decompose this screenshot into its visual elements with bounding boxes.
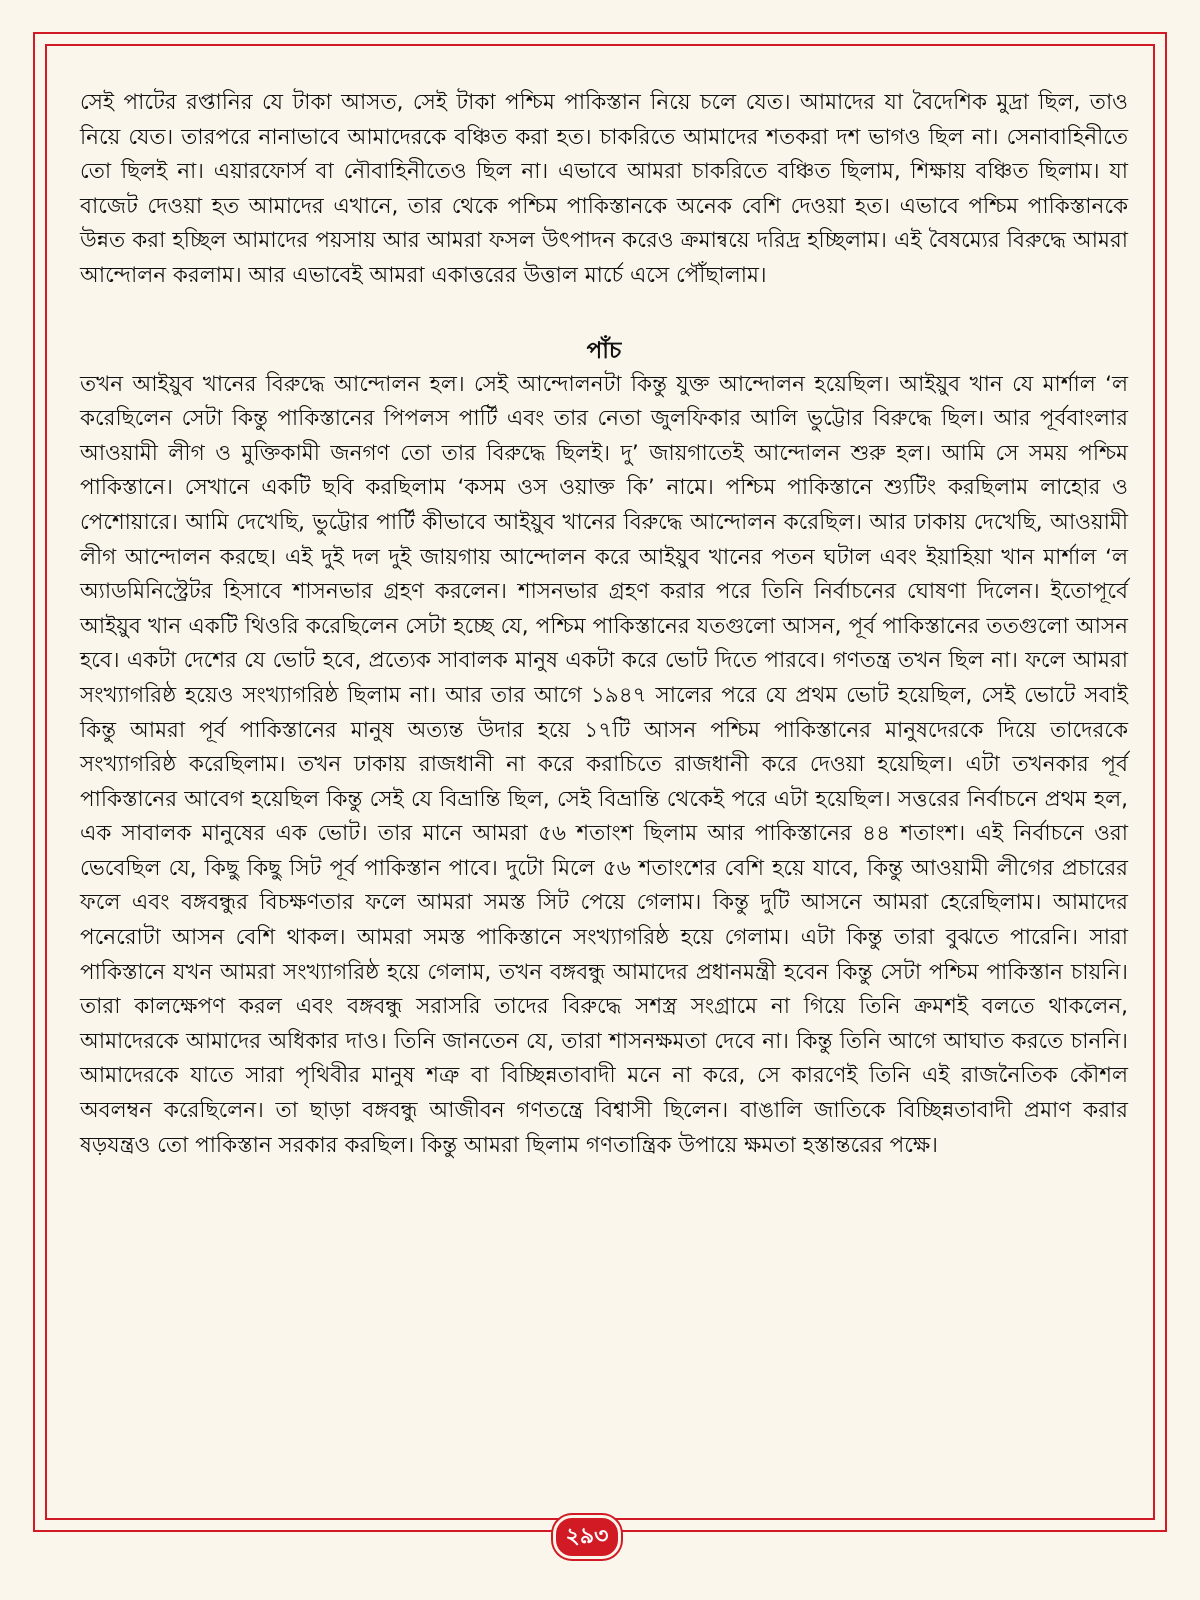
paragraph-2: তখন আইয়ুব খানের বিরুদ্ধে আন্দোলন হল। সেই আন্দোলনটা কিন্তু যুক্ত আন্দোলন হয়েছিল। আইয়ুব খান যে মার্শাল ‘ল করেছিলেন সেটা কিন্তু পাকিস্তানের পিপলস পার্টি এবং তার নেতা জুলফিকার আলি ভুট্টোর বিরুদ্ধে ছিল। আর পূর্ববাংলার আওয়ামী লীগ ও মুক্তিকামী জনগণ তো তার বিরুদ্ধে ছিলই। দু’ জায়গাতেই আন্দোলন শুরু হল। আমি সে সময় পশ্চিম পাকিস্তানে। সেখানে একটি ছবি করছিলাম ‘কসম ওস ওয়াক্ত কি’ নামে। পশ্চিম পাকিস্তানে শ্যুটিং করছিলাম লাহোর ও পেশোয়ারে। আমি দেখেছি, ভুট্টোর পার্টি কীভাবে আইয়ুব খানের বিরুদ্ধে আন্দোলন করেছিল। আর ঢাকায় দেখেছি, আওয়ামী লীগ আন্দোলন করছে। এই দুই দল দুই জায়গায় আন্দোলন করে আইয়ুব খানের পতন ঘটাল এবং ইয়াহিয়া খান মার্শাল ‘ল অ্যাডমিনিস্ট্রেটর হিসাবে শাসনভার গ্রহণ করলেন। শাসনভার গ্রহণ করার পরে তিনি নির্বাচনের ঘোষণা দিলেন। ইতোপূর্বে আইয়ুব খান একটি থিওরি করেছিলেন সেটা হচ্ছে যে, পশ্চিম পাকিস্তানের যতগুলো আসন, পূর্ব পাকিস্তানের ততগুলো আসন হবে। একটা দেশের যে ভোট হবে, প্রত্যেক সাবালক মানুষ একটা করে ভোট দিতে পারবে। গণতন্ত্র তখন ছিল না। ফলে আমরা সংখ্যাগরিষ্ঠ হয়েও সংখ্যাগরিষ্ঠ ছিলাম না। আর তার আগে ১৯৪৭ সালের পরে যে প্রথম ভোট হয়েছিল, সেই ভোটে সবাই কিন্তু আমরা পূর্ব পাকিস্তানের মানুষ অত্যন্ত উদার হয়ে ১৭টি আসন পশ্চিম পাকিস্তানের মানুষদেরকে দিয়ে তাদেরকে সংখ্যাগরিষ্ঠ করেছিলাম। তখন ঢাকায় রাজধানী না করে করাচিতে রাজধানী করে দেওয়া হয়েছিল। এটা তখনকার পূর্ব পাকিস্তানের আবেগ হয়েছিল কিন্তু সেই যে বিভ্রান্তি ছিল, সেই বিভ্রান্তি থেকেই পরে এটা হয়েছিল। সত্তরের নির্বাচনে প্রথম হল, এক সাবালক মানুষের এক ভোট। তার মানে আমরা ৫৬ শতাংশ ছিলাম আর পাকিস্তানের ৪৪ শতাংশ। এই নির্বাচনে ওরা ভেবেছিল যে, কিছু কিছু সিট পূর্ব পাকিস্তান পাবে। দুটো মিলে ৫৬ শতাংশের বেশি হয়ে যাবে, কিন্তু আওয়ামী লীগের প্রচারের ফলে এবং বঙ্গবন্ধুর বিচক্ষণতার ফলে আমরা সমস্ত সিট পেয়ে গেলাম। কিন্তু দুটি আসনে আমরা হেরেছিলাম। আমাদের পনেরোটা আসন বেশি থাকল। আমরা সমস্ত পাকিস্তানে সংখ্যাগরিষ্ঠ হয়ে গেলাম। এটা কিন্তু তারা বুঝতে পারেনি। সারা পাকিস্তানে যখন আমরা সংখ্যাগরিষ্ঠ হয়ে গেলাম, তখন বঙ্গবন্ধু আমাদের প্রধানমন্ত্রী হবেন কিন্তু সেটা পশ্চিম পাকিস্তান চায়নি। তারা কালক্ষেপণ করল এবং বঙ্গবন্ধু সরাসরি তাদের বিরুদ্ধে সশস্ত্র সংগ্রামে না গিয়ে তিনি ক্রমশই বলতে থাকলেন, আমাদেরকে আমাদের অধিকার দাও। তিনি জানতেন যে, তারা শাসনক্ষমতা দেবে না। কিন্তু তিনি আগে আঘাত করতে চাননি। আমাদেরকে যাতে সারা পৃথিবীর মানুষ শত্রু বা বিচ্ছিন্নতাবাদী মনে না করে, সে কারণেই তিনি এই রাজনৈতিক কৌশল অবলম্বন করেছিলেন। তা ছাড়া বঙ্গবন্ধু আজীবন গণতন্ত্রে বিশ্বাসী ছিলেন। বাঙালি জাতিকে বিচ্ছিন্নতাবাদী প্রমাণ করার ষড়যন্ত্রও তো পাকিস্তান সরকার করছিল। কিন্তু আমরা ছিলাম গণতান্ত্রিক উপায়ে ক্ষমতা হস্তান্তরের পক্ষে। <box>80 371 1128 1158</box>
page-content <box>80 86 1128 1163</box>
page-number-badge: ২৯৩ <box>553 1515 621 1559</box>
section-heading: পাঁচ <box>586 337 622 364</box>
paragraph-1: সেই পাটের রপ্তানির যে টাকা আসত, সেই টাকা পশ্চিম পাকিস্তান নিয়ে চলে যেত। আমাদের যা বৈদেশিক মুদ্রা ছিল, তাও নিয়ে যেত। তারপরে নানাভাবে আমাদেরকে বঞ্চিত করা হত। চাকরিতে আমাদের শতকরা দশ ভাগও ছিল না। সেনাবাহিনীতে তো ছিলই না। এয়ারফোর্স বা নৌবাহিনীতেও ছিল না। এভাবে আমরা চাকরিতে বঞ্চিত ছিলাম, শিক্ষায় বঞ্চিত ছিলাম। যা বাজেট দেওয়া হত আমাদের এখানে, তার থেকে পশ্চিম পাকিস্তানকে অনেক বেশি দেওয়া হত। এভাবে পশ্চিম পাকিস্তানকে উন্নত করা হচ্ছিল আমাদের পয়সায় আর আমরা ফসল উৎপাদন করেও ক্রমান্বয়ে দরিদ্র হচ্ছিলাম। এই বৈষম্যের বিরুদ্ধে আমরা আন্দোলন করলাম। আর এভাবেই আমরা একাত্তরের উত্তাল মার্চে এসে পৌঁছালাম। <box>80 90 1128 288</box>
